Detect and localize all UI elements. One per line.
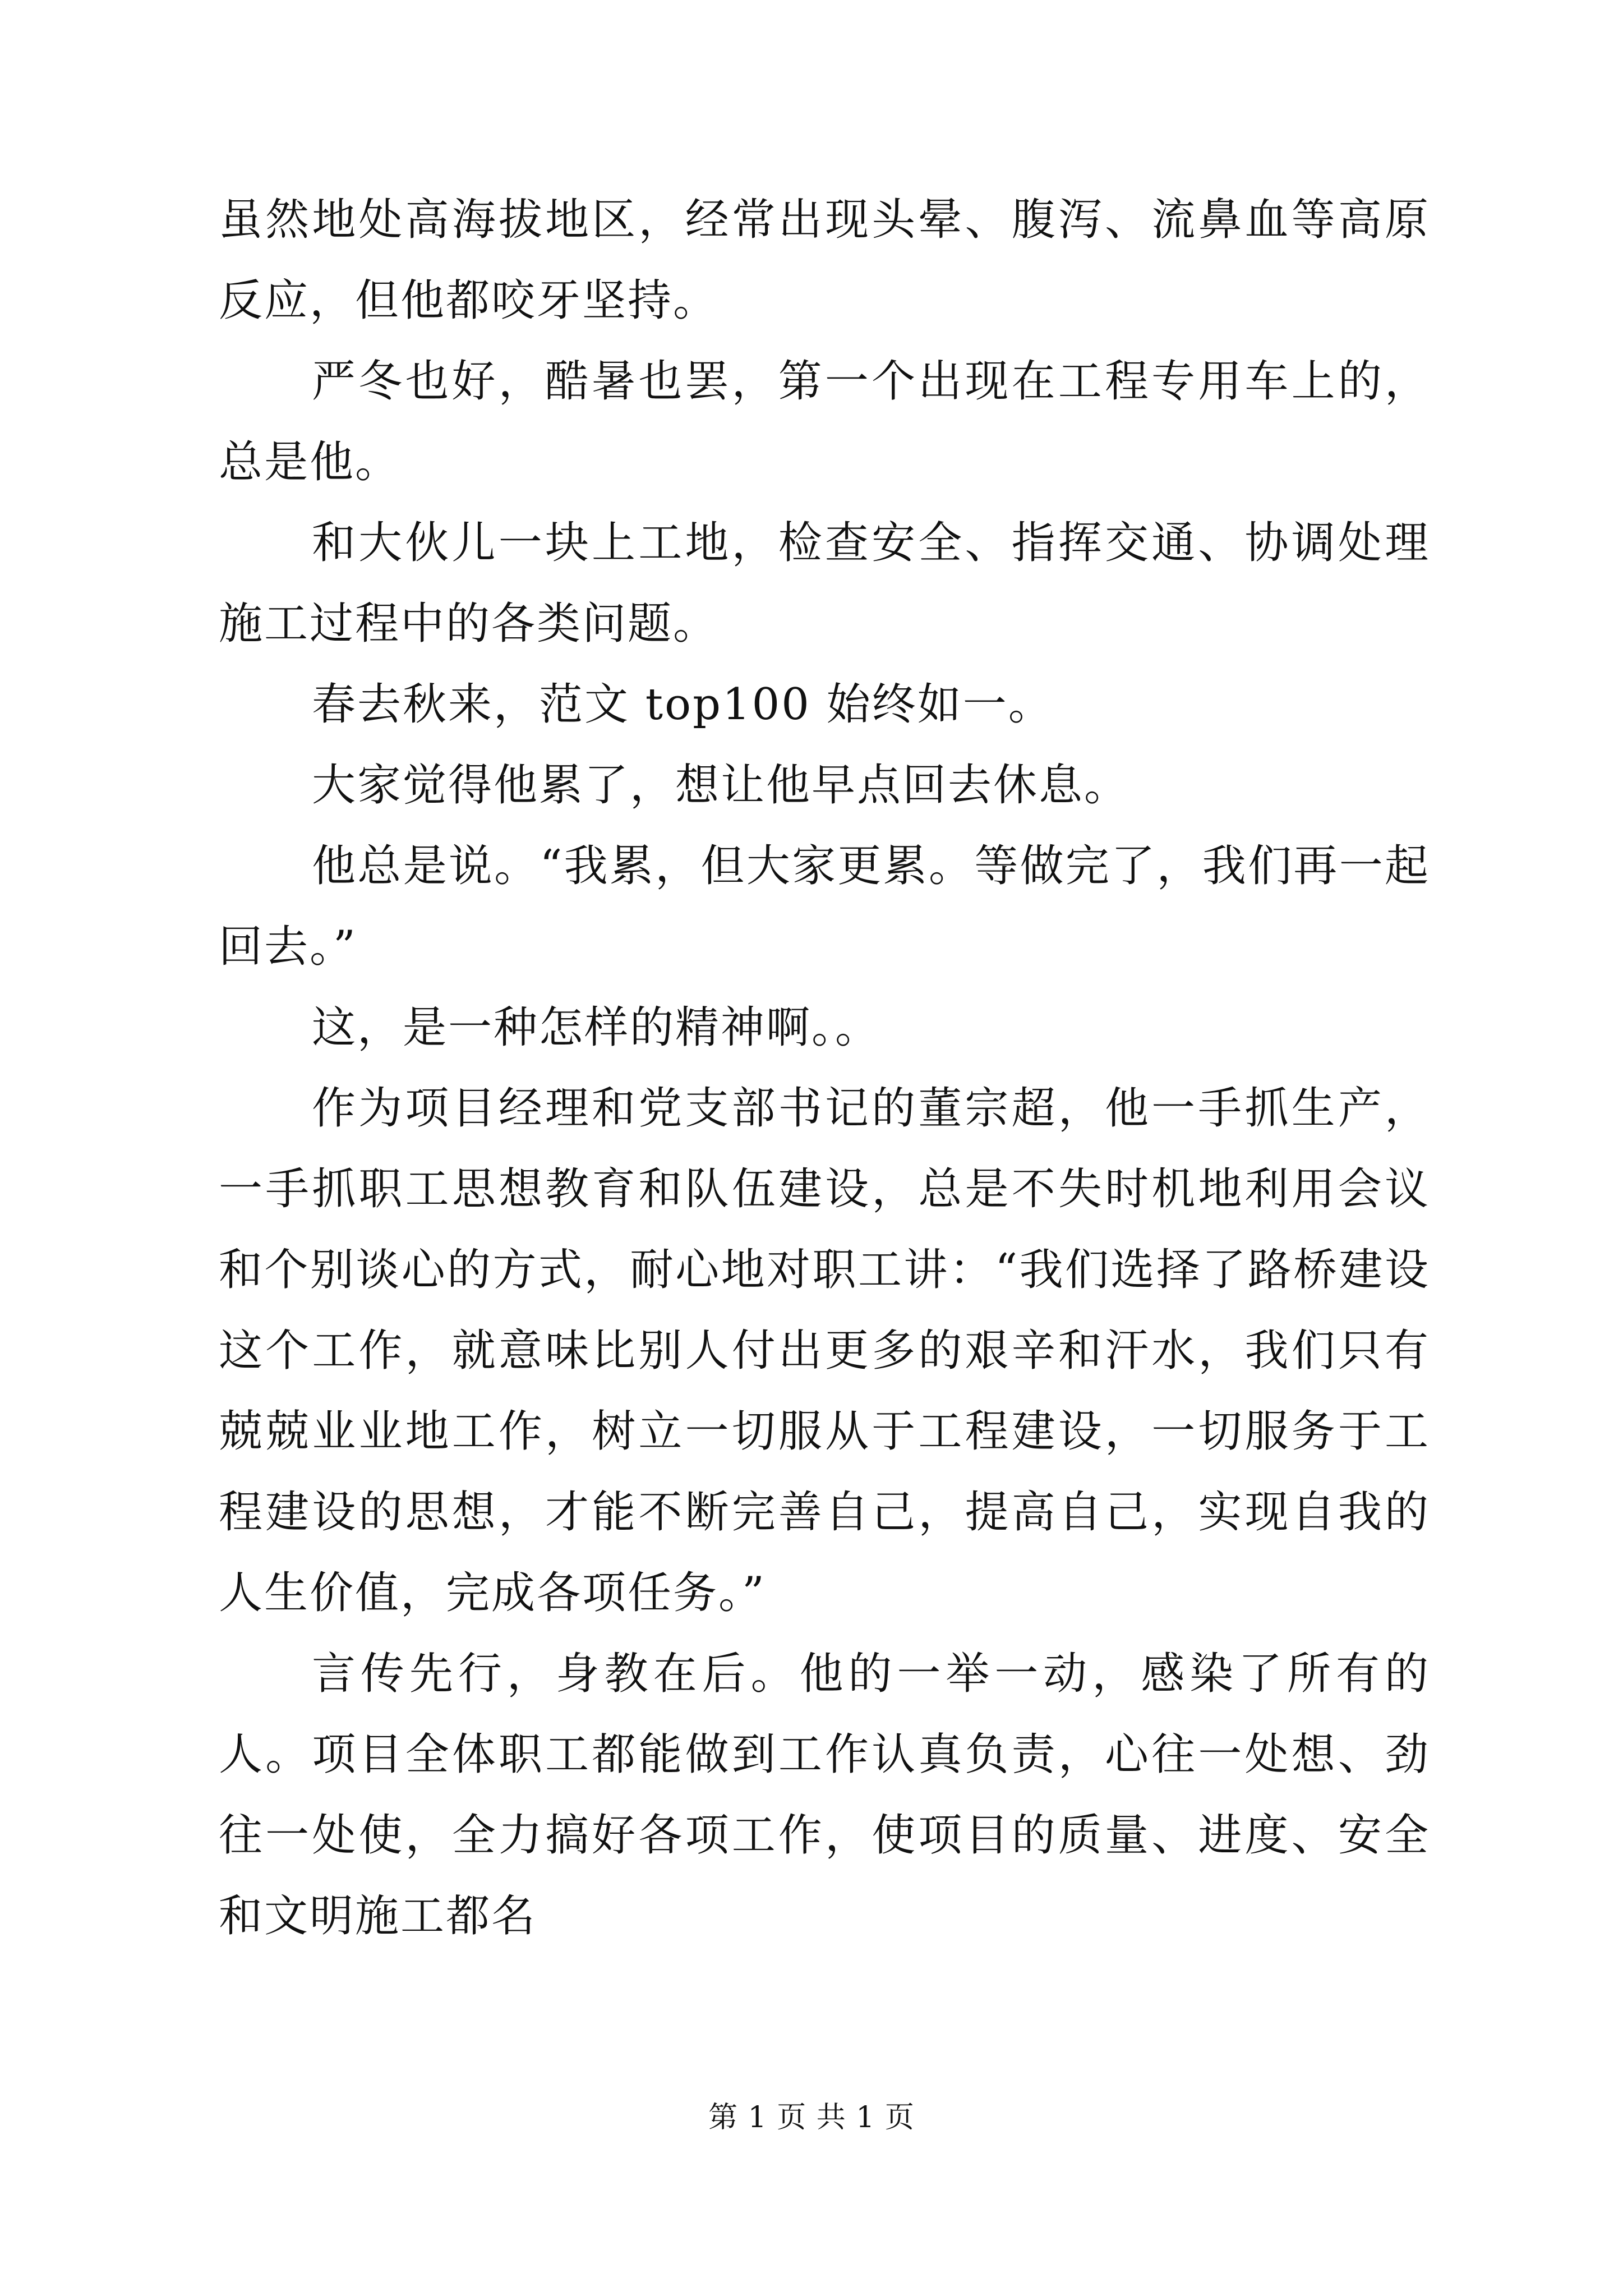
paragraph-1: 虽然地处高海拔地区，经常出现头晕、腹泻、流鼻血等高原反应，但他都咬牙坚持。 bbox=[219, 195, 1430, 326]
paragraph-8: 作为项目经理和党支部书记的董宗超，他一手抓生产，一手抓职工思想教育和队伍建设，总是不失时机地利用会议和个别谈心的方式，耐心地对职工讲：“我们选择了路桥建设这个工作，就意味比别人付出更多的艰辛和汗水，我们只有兢兢业业地工作，树立一切服从于工程建设，一切服务于工程建设的思想，才能不断完善自己，提高自己，实现自我的人生价值，完成各项任务。” bbox=[219, 1083, 1430, 1618]
paragraph-2: 严冬也好，酷暑也罢，第一个出现在工程专用车上的，总是他。 bbox=[219, 356, 1430, 487]
page-footer: 第 1 页 共 1 页 bbox=[708, 2101, 915, 2134]
paragraph-6: 他总是说。“我累，但大家更累。等做完了，我们再一起回去。” bbox=[219, 841, 1430, 972]
paragraph-9: 言传先行，身教在后。他的一举一动，感染了所有的人。项目全体职工都能做到工作认真负责，心往一处想、劲往一处使，全力搞好各项工作，使项目的质量、进度、安全和文明施工都名 bbox=[219, 1649, 1430, 1941]
paragraph-7: 这，是一种怎样的精神啊。。 bbox=[312, 1002, 881, 1053]
paragraph-4: 春去秋来，范文 top100 始终如一。 bbox=[312, 679, 1054, 730]
document-body bbox=[219, 180, 1430, 1957]
paragraph-3: 和大伙儿一块上工地，检查安全、指挥交通、协调处理施工过程中的各类问题。 bbox=[219, 518, 1430, 649]
paragraph-5: 大家觉得他累了，想让他早点回去休息。 bbox=[312, 760, 1130, 811]
